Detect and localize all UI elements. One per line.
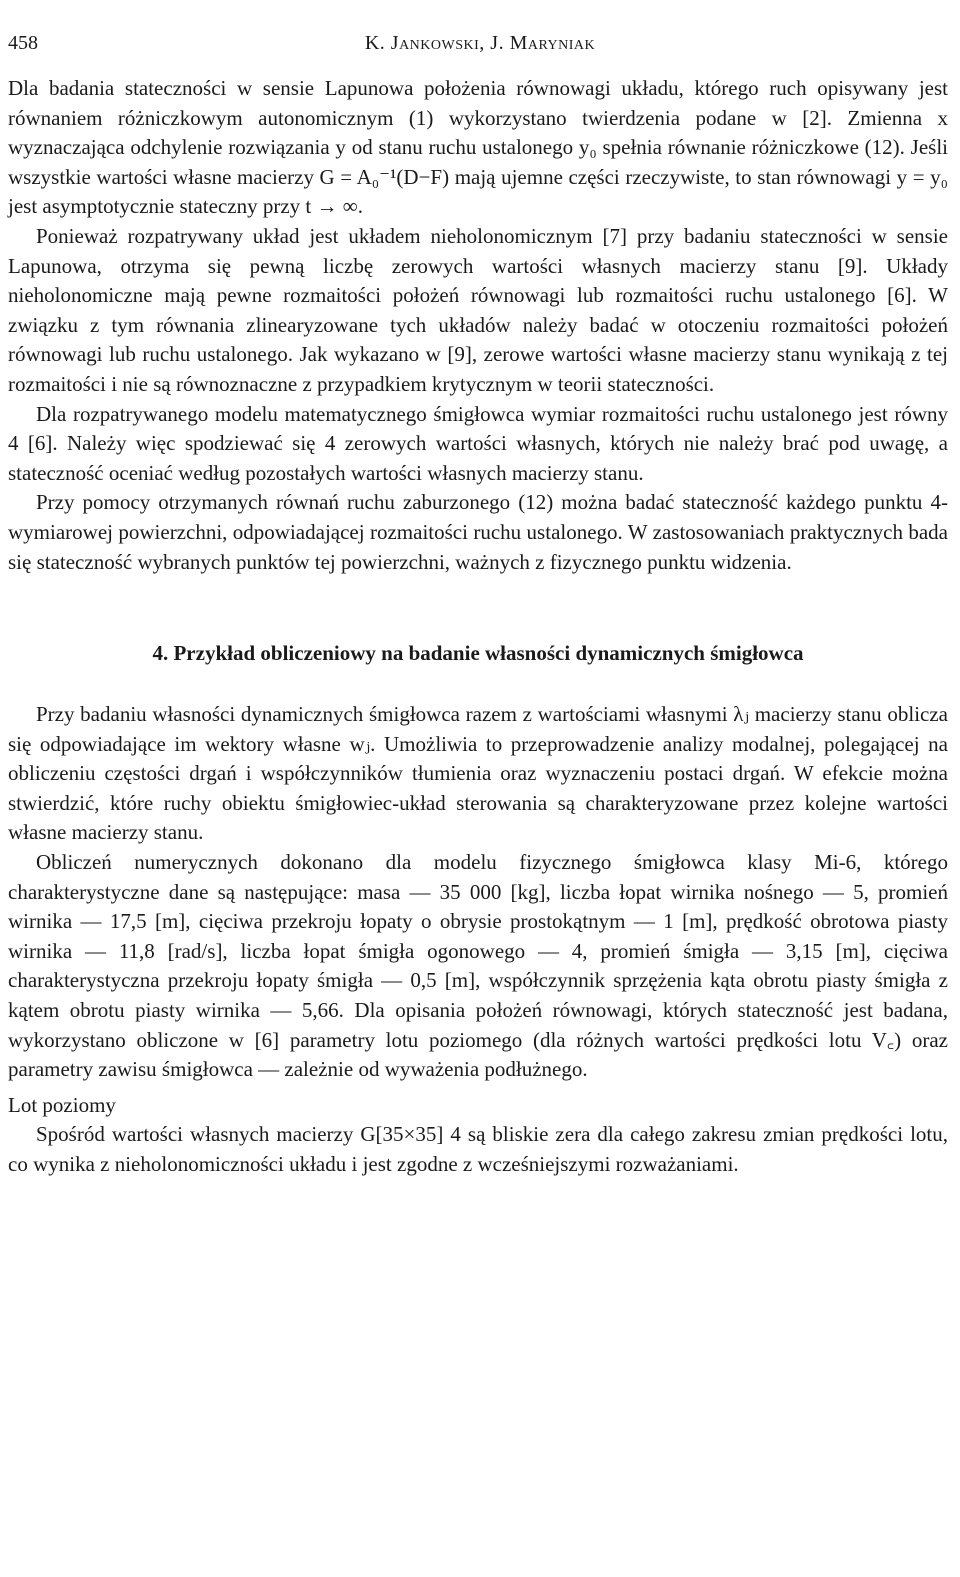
paragraph-eigenvalues: Spośród wartości własnych macierzy G[35×35] 4 są bliskie zera dla całego zakresu zmian prędkości lotu, co wynika z nieholonomiczności układu i jest zgodne z wcześniejszymi rozważaniami.: [8, 1122, 948, 1176]
paragraph-perturbed-motion: Przy pomocy otrzymanych równań ruchu zaburzonego (12) można badać stateczność każdego punktu 4-wymiarowej powierzchni, odpowiadającej rozmaitości ruchu ustalonego. W zastosowaniach praktycznych bada się stateczność wybranych punktów tej powierzchni, ważnych z fizycznego punktu widzenia.: [8, 490, 948, 574]
paragraph-stability-criterion: Dla badania stateczności w sensie Lapunowa położenia równowagi układu, którego ruch opisywany jest równaniem różniczkowym autonomicznym (1) wykorzystano twierdzenia podane w [2]. Zmienna x wyznaczająca odchylenie rozwiązania y od stanu ruchu ustalonego y₀ spełnia równanie różniczkowe (12). Jeśli wszystkie wartości własne macierzy G = A₀⁻¹(D−F) mają ujemne części rzeczywiste, to stan równowagi y = y₀ jest asymptotycznie stateczny przy t → ∞.: [8, 76, 948, 219]
subheading-level-flight: Lot poziomy: [8, 1092, 116, 1117]
paragraph-helicopter-data: Obliczeń numerycznych dokonano dla modelu fizycznego śmigłowca klasy Mi-6, którego charakterystyczne dane są następujące: masa — 35 000 [kg], liczba łopat wirnika nośnego — 5, promień wirnika — 17,5 [m], cięciwa przekroju łopaty o obrysie prostokątnym — 1 [m], prędkość obrotowa piasty wirnika — 11,8 [rad/s], liczba łopat śmigła ogonowego — 4, promień śmigła — 3,15 [m], cięciwa charakterystyczna przekroju łopaty śmigła — 0,5 [m], współczynnik sprzężenia kąta obrotu piasty śmigła z kątem obrotu piasty wirnika — 5,66. Dla opisania położeń równowagi, których stateczność jest badana, wykorzystano obliczone w [6] parametry lotu poziomego (dla różnych wartości prędkości lotu V꜀) oraz parametry zawisu śmigłowca — zależnie od wyważenia podłużnego.: [8, 850, 948, 1082]
paragraph-nonholonomic: Ponieważ rozpatrywany układ jest układem nieholonomicznym [7] przy badaniu stateczności w sensie Lapunowa, otrzyma się pewną liczbę zerowych wartości własnych macierzy stanu [9]. Układy nieholonomiczne mają pewne rozmaitości położeń równowagi lub rozmaitości ruchu ustalonego [6]. W związku z tym równania zlinearyzowane tych układów należy badać w otoczeniu rozmaitości położeń równowagi lub ruchu ustalonego. Jak wykazano w [9], zerowe wartości własne macierzy stanu wynikają z tej rozmaitości i nie są równoznaczne z przypadkiem krytycznym w teorii stateczności.: [8, 223, 948, 396]
page-header: [8, 32, 952, 62]
paragraph-modal-analysis: Przy badaniu własności dynamicznych śmigłowca razem z wartościami własnymi λⱼ macierzy stanu oblicza się odpowiadające im wektory własne wⱼ. Umożliwia to przeprowadzenie analizy modalnej, polegającej na obliczeniu częstości drgań i współczynników tłumienia oraz wyznaczeniu postaci drgań. W efekcie można stwierdzić, które ruchy obiektu śmigłowiec-układ sterowania są charakteryzowane przez kolejne wartości własne macierzy stanu.: [8, 702, 948, 845]
page-number: 458: [8, 32, 38, 54]
running-head: K. Jankowski, J. Maryniak: [364, 32, 596, 54]
paragraph-manifold-dimension: Dla rozpatrywanego modelu matematycznego śmigłowca wymiar rozmaitości ruchu ustalonego jest równy 4 [6]. Należy więc spodziewać się 4 zerowych wartości własnych, których nie należy brać pod uwagę, a stateczność oceniać według pozostałych wartości własnych macierzy stanu.: [8, 401, 948, 485]
page-body: [8, 74, 948, 1180]
section-title: 4. Przykład obliczeniowy na badanie własności dynamicznych śmigłowca: [152, 641, 804, 666]
